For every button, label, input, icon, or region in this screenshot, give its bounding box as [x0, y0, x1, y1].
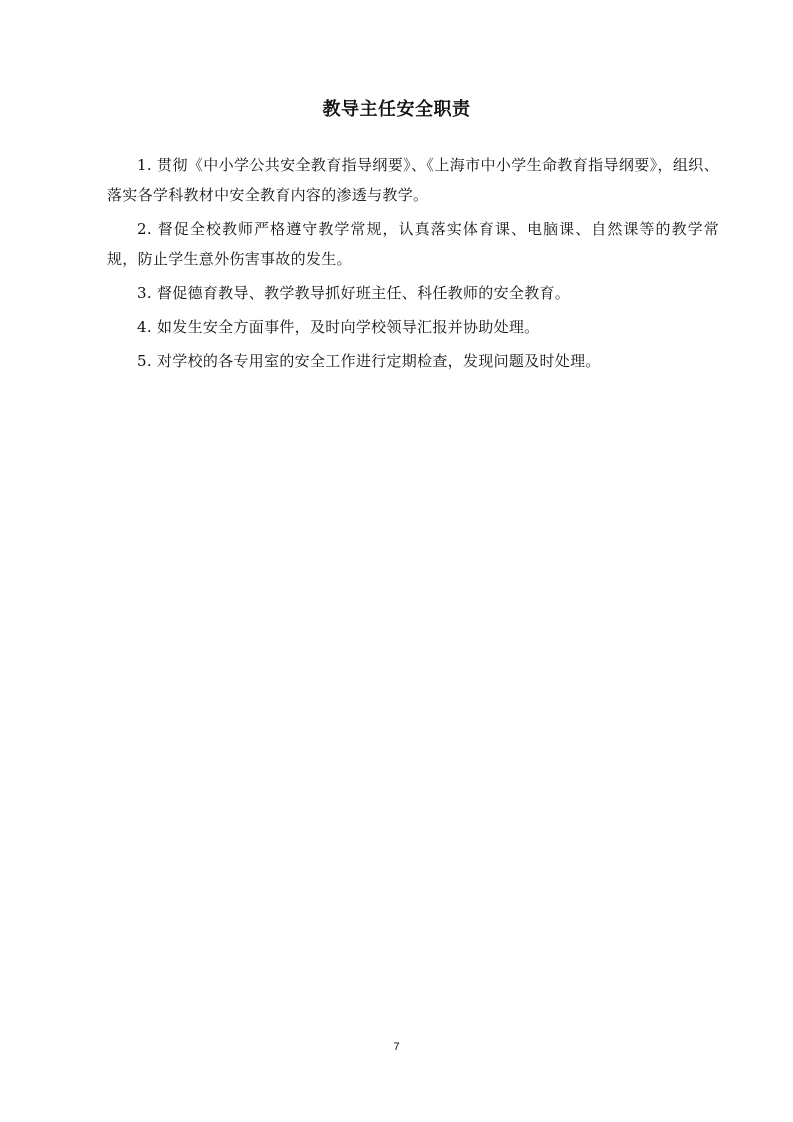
- paragraph-3: 3. 督促德育教导、教学教导抓好班主任、科任教师的安全教育。: [137, 284, 571, 302]
- paragraph-4: 4. 如发生安全方面事件，及时向学校领导汇报并协助处理。: [137, 318, 540, 336]
- paragraph-2: 2. 督促全校教师严格遵守教学常规，认真落实体育课、电脑课、自然课等的教学常规，防止学生意外伤害事故的发生。: [107, 220, 719, 268]
- paragraph-5: 5. 对学校的各专用室的安全工作进行定期检查，发现问题及时处理。: [137, 352, 601, 370]
- paragraph-1: 1. 贯彻《中小学公共安全教育指导纲要》、《上海市中小学生命教育指导纲要》，组织、落实各学科教材中安全教育内容的渗透与教学。: [107, 156, 719, 204]
- page-title: 教导主任安全职责: [322, 99, 471, 121]
- document-body: [107, 150, 719, 380]
- page-number: 7: [393, 1041, 400, 1053]
